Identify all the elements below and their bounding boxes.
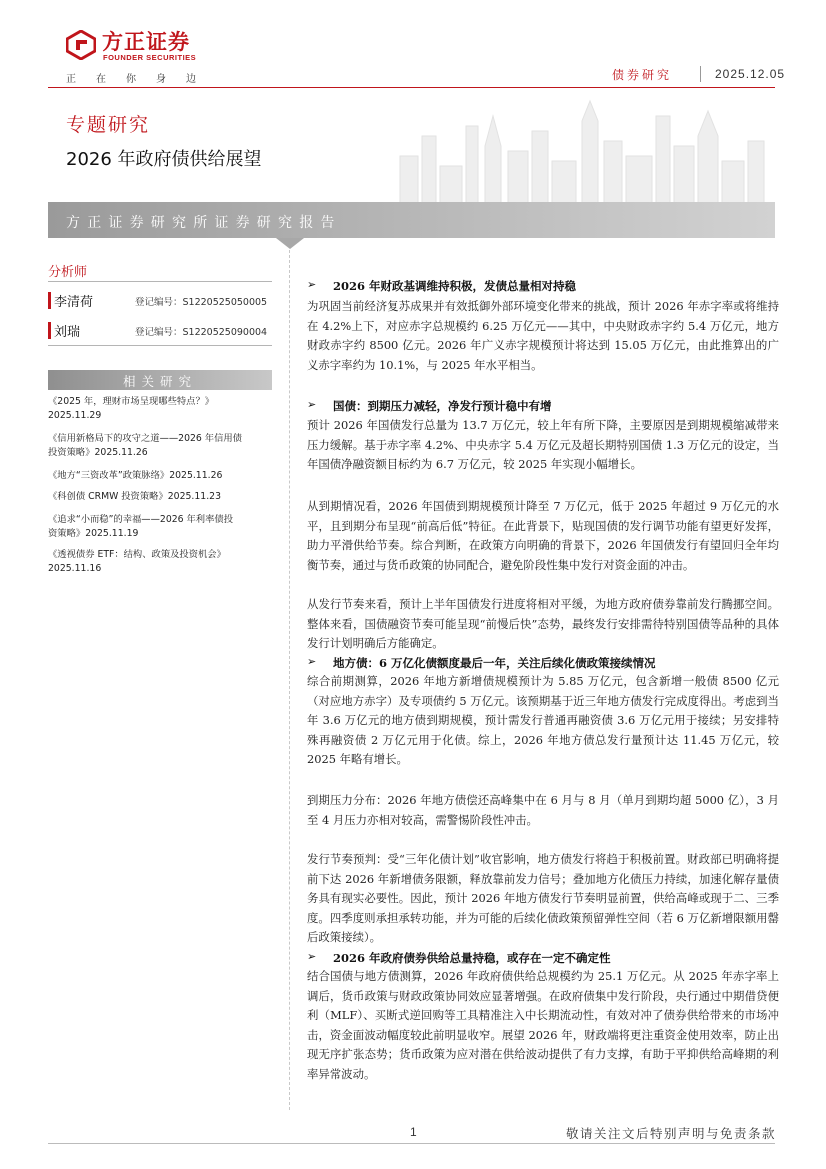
related-report-line: 资策略》2025.11.19 bbox=[48, 527, 139, 539]
related-report[interactable] bbox=[48, 548, 276, 575]
related-report-line: 2025.11.16 bbox=[48, 562, 102, 574]
analyst-name: 刘瑞 bbox=[54, 325, 81, 340]
analyst-registration: 登记编号：S1220525050005 bbox=[135, 297, 268, 308]
analyst-registration: 登记编号：S1220525090004 bbox=[135, 327, 268, 338]
arrow-bullet-icon: ➢ bbox=[307, 278, 317, 291]
related-report-line: 投资策略》2025.11.26 bbox=[48, 446, 148, 458]
column-divider bbox=[289, 250, 290, 1110]
city-skyline-graphic bbox=[390, 96, 775, 206]
disclaimer-note: 敬请关注文后特别声明与免责条款 bbox=[565, 1126, 776, 1141]
logo-text-en: FOUNDER SECURITIES bbox=[103, 53, 197, 62]
related-report[interactable] bbox=[48, 490, 276, 504]
footer-rule bbox=[48, 1143, 775, 1144]
founder-logo-icon bbox=[66, 30, 96, 60]
paragraph: 到期压力分布：2026 年地方债偿还高峰集中在 6 月与 8 月（单月到期均超 5000 亿），3 月至 4 月压力亦相对较高，需警惕阶段性冲击。 bbox=[307, 793, 779, 827]
paragraph: 结合国债与地方债测算，2026 年政府债供给总规模约为 25.1 万亿元。从 2025 年赤字率上调后，货币政策与财政政策协同效应显著增强。在政府债集中发行阶段，央行通过中期借贷便利（MLF）、买断式逆回购等工具精准注入中长期流动性，有效对冲了债券供给带来的市场冲击，资金面波动幅度较此前明显收窄。展望 2026 年，财政端将更注重资金使用效率，防止出现无序扩张态势；货币政策为应对潜在供给波动提供了有力支撑，有助于平抑供给高峰期的利率异常波动。 bbox=[307, 969, 779, 1081]
paragraph: 综合前期测算，2026 年地方新增债规模预计为 5.85 万亿元，包含新增一般债 8500 亿元（对应地方赤字）及专项债约 5 万亿元。该预期基于近三年地方债发行完成度得出。考虑到当年 3.6 万亿元的地方债到期规模，预计需发行普通再融资债 3.6 万亿元用于接续；另安排特殊再融资债 2 万亿元用于化债。综上，2026 年地方债总发行量预计达 11.45 万亿元，较 2025 年略有增长。 bbox=[307, 674, 779, 767]
related-report-line: 《信用新格局下的攻守之道——2026 年信用债 bbox=[48, 433, 242, 444]
report-title: 2026 年政府债供给展望 bbox=[66, 149, 262, 170]
paragraph: 从发行节奏来看，预计上半年国债发行进度将相对平缓，为地方政府债券靠前发行腾挪空间。整体来看，国债融资节奏可能呈现“前慢后快”态势，最终发行安排需待特别国债等品种的具体发行计划明确后方能确定。 bbox=[307, 597, 779, 651]
paragraph: 从到期情况看，2026 年国债到期规模预计降至 7 万亿元，低于 2025 年超过 9 万亿元的水平，且到期分布呈现“前高后低”特征。在此背景下，贴现国债的发行调节功能有望更好发挥，助力平滑供给节奏。综合判断，在政策方向明确的背景下，2026 年国债发行有望回归全年均衡节奏，通过与货币政策的协同配合，避免阶段性集中发行对资金面的冲击。 bbox=[307, 499, 779, 572]
header-rule bbox=[48, 87, 775, 88]
section-heading: ➢ 地方债：6 万亿化债额度最后一年，关注后续化债政策接续情况 bbox=[307, 655, 656, 670]
analyst-item bbox=[48, 290, 274, 312]
paragraph: 为巩固当前经济复苏成果并有效抵御外部环境变化带来的挑战，预计 2026 年赤字率或将维持在 4.2%上下，对应赤字总规模约 6.25 万亿元——其中，中央财政赤字约 5.4 万亿元，地方财政赤字约 8500 亿元。2026 年广义赤字规模预计将达到 15.05 万亿元，由此推算出的广义赤字率约为 10.1%，与 2025 年水平相当。 bbox=[307, 299, 779, 372]
related-report[interactable] bbox=[48, 432, 276, 459]
related-report[interactable] bbox=[48, 395, 276, 422]
related-report[interactable] bbox=[48, 469, 276, 483]
header-separator bbox=[700, 66, 701, 82]
report-category: 债券研究 bbox=[612, 68, 673, 82]
category-title: 专题研究 bbox=[66, 114, 151, 136]
analyst-marker bbox=[48, 292, 51, 309]
report-date: 2025.12.05 bbox=[715, 67, 786, 81]
section-heading: ➢ 2026 年财政基调维持积极，发债总量相对持稳 bbox=[307, 278, 577, 293]
analyst-name: 李清荷 bbox=[54, 295, 94, 310]
arrow-bullet-icon: ➢ bbox=[307, 950, 317, 963]
arrow-bullet-icon: ➢ bbox=[307, 398, 317, 411]
related-report-line: 《透视债券 ETF：结构、政策及投资机会》 bbox=[48, 549, 226, 560]
paragraph: 发行节奏预判：受“三年化债计划”收官影响，地方债发行将趋于积极前置。财政部已明确将提前下达 2026 年新增债务限额，释放靠前发力信号；叠加地方化债压力持续，加速化解存量债务具有现实必要性。因此，预计 2026 年地方债发行节奏明显前置，供给高峰或现于二、三季度。四季度则承担承转功能，并为可能的后续化债政策预留弹性空间（若 6 万亿新增限额用罄后政策接续）。 bbox=[307, 852, 779, 945]
related-report-line: 《科创债 CRMW 投资策略》2025.11.23 bbox=[48, 491, 221, 502]
slogan: 正在你身边 bbox=[66, 74, 216, 85]
logo-text-cn: 方正证券 bbox=[102, 30, 190, 54]
related-report[interactable] bbox=[48, 513, 276, 540]
page-number: 1 bbox=[410, 1125, 417, 1139]
paragraph: 预计 2026 年国债发行总量为 13.7 万亿元，较上年有所下降，主要原因是到期规模缩减带来压力缓解。基于赤字率 4.2%、中央赤字 5.4 万亿元及超长期特别国债 1.3 万亿元的设定，当年国债净融资额目标约为 6.7 万亿元，较 2025 年实现小幅增长。 bbox=[307, 418, 779, 472]
sidebar-rule bbox=[48, 281, 272, 282]
related-research-title: 相关研究 bbox=[122, 374, 197, 389]
related-report-line: 《2025 年，理财市场呈现哪些特点？》 bbox=[48, 396, 215, 407]
analyst-marker bbox=[48, 322, 51, 339]
banner-notch bbox=[276, 238, 304, 249]
section-heading: ➢ 国债：到期压力减轻，净发行预计稳中有增 bbox=[307, 398, 552, 413]
analyst-item bbox=[48, 320, 274, 342]
related-report-line: 《追求“小而稳”的幸福——2026 年利率债投 bbox=[48, 514, 233, 525]
arrow-bullet-icon: ➢ bbox=[307, 655, 317, 668]
related-report-line: 《地方“三资改革”政策脉络》2025.11.26 bbox=[48, 470, 223, 481]
related-report-line: 2025.11.29 bbox=[48, 409, 102, 421]
institute-banner-text: 方正证券研究所证券研究报告 bbox=[66, 215, 342, 231]
section-heading: ➢ 2026 年政府债券供给总量持稳，或存在一定不确定性 bbox=[307, 950, 611, 965]
analyst-label: 分析师 bbox=[48, 265, 88, 280]
sidebar-rule bbox=[48, 345, 272, 346]
